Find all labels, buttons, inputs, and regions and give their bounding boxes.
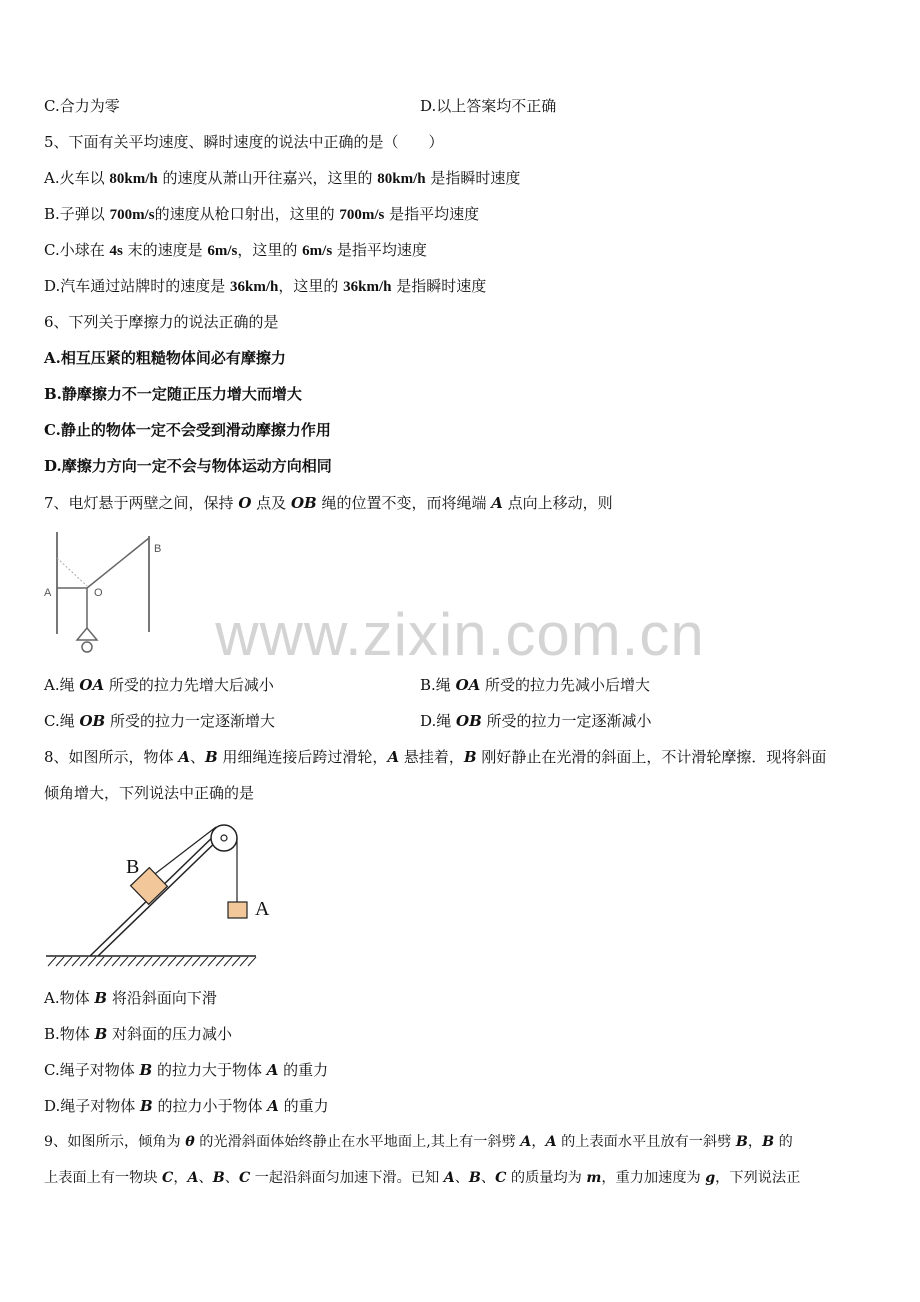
q8-option-b: B.物体 B 对斜面的压力减小 bbox=[44, 1025, 233, 1043]
q7-option-b: B.绳 OA 所受的拉力先减小后增大 bbox=[420, 676, 651, 694]
q8-stem-line2: 倾角增大，下列说法中正确的是 bbox=[44, 784, 255, 802]
q8-option-a: A.物体 B 将沿斜面向下滑 bbox=[44, 989, 217, 1007]
ground-hatching bbox=[48, 957, 256, 966]
q5-option-a: A.火车以 80km/h 的速度从萧山开往嘉兴，这里的 80km/h 是指瞬时速度 bbox=[44, 169, 521, 187]
watermark: www.zixin.com.cn bbox=[215, 601, 705, 668]
q7-option-c: C.绳 OB 所受的拉力一定逐渐增大 bbox=[44, 712, 276, 730]
q9-stem-line1: 9、如图所示，倾角为 θ 的光滑斜面体始终静止在水平地面上,其上有一斜劈 A，A 的上表面水平且放有一斜劈 B，B 的 bbox=[44, 1134, 793, 1150]
block-a bbox=[228, 902, 247, 918]
q4-option-d: D.以上答案均不正确 bbox=[420, 97, 557, 115]
label-a: A bbox=[44, 587, 52, 599]
q5-stem: 5、下面有关平均速度、瞬时速度的说法中正确的是（ ） bbox=[44, 133, 444, 151]
q8-option-d: D.绳子对物体 B 的拉力小于物体 A 的重力 bbox=[44, 1097, 329, 1115]
q6-option-d: D.摩擦力方向一定不会与物体运动方向相同 bbox=[44, 457, 332, 475]
q7-stem: 7、电灯悬于两壁之间，保持 O 点及 OB 绳的位置不变，而将绳端 A 点向上移动，则 bbox=[44, 494, 613, 512]
q7-option-a: A.绳 OA 所受的拉力先增大后减小 bbox=[44, 676, 274, 694]
rope-to-b bbox=[147, 827, 216, 880]
label-o: O bbox=[94, 587, 103, 599]
label-b: B bbox=[126, 856, 140, 878]
rope-oa-moved bbox=[57, 558, 87, 586]
label-a: A bbox=[255, 898, 270, 920]
q5-option-b: B.子弹以 700m/s的速度从枪口射出，这里的 700m/s 是指平均速度 bbox=[44, 205, 480, 223]
q6-option-a: A.相互压紧的粗糙物体间必有摩擦力 bbox=[44, 349, 286, 367]
q4-option-c: C.合力为零 bbox=[44, 97, 120, 115]
q9-stem-line2: 上表面上有一物块 C，A、B、C 一起沿斜面匀加速下滑。已知 A、B、C 的质量均为 m，重力加速度为 g，下列说法正 bbox=[44, 1170, 801, 1186]
rope-ob bbox=[87, 538, 149, 588]
incline-upper-edge bbox=[98, 834, 224, 956]
q6-stem: 6、下列关于摩擦力的说法正确的是 bbox=[44, 313, 279, 331]
q7-option-d: D.绳 OB 所受的拉力一定逐渐减小 bbox=[420, 712, 652, 730]
q8-figure bbox=[44, 818, 270, 970]
pulley-axle bbox=[221, 835, 227, 841]
q6-option-b: B.静摩擦力不一定随正压力增大而增大 bbox=[44, 385, 302, 403]
q6-option-c: C.静止的物体一定不会受到滑动摩擦力作用 bbox=[44, 421, 331, 439]
q8-stem-line1: 8、如图所示，物体 A、B 用细绳连接后跨过滑轮，A 悬挂着，B 刚好静止在光滑的斜面上，不计滑轮摩擦．现将斜面 bbox=[44, 748, 827, 766]
q5-option-d: D.汽车通过站牌时的速度是 36km/h，这里的 36km/h 是指瞬时速度 bbox=[44, 277, 487, 295]
q5-option-c: C.小球在 4s 末的速度是 6m/s，这里的 6m/s 是指平均速度 bbox=[44, 241, 427, 259]
label-b: B bbox=[154, 543, 162, 555]
q8-option-c: C.绳子对物体 B 的拉力大于物体 A 的重力 bbox=[44, 1061, 329, 1079]
